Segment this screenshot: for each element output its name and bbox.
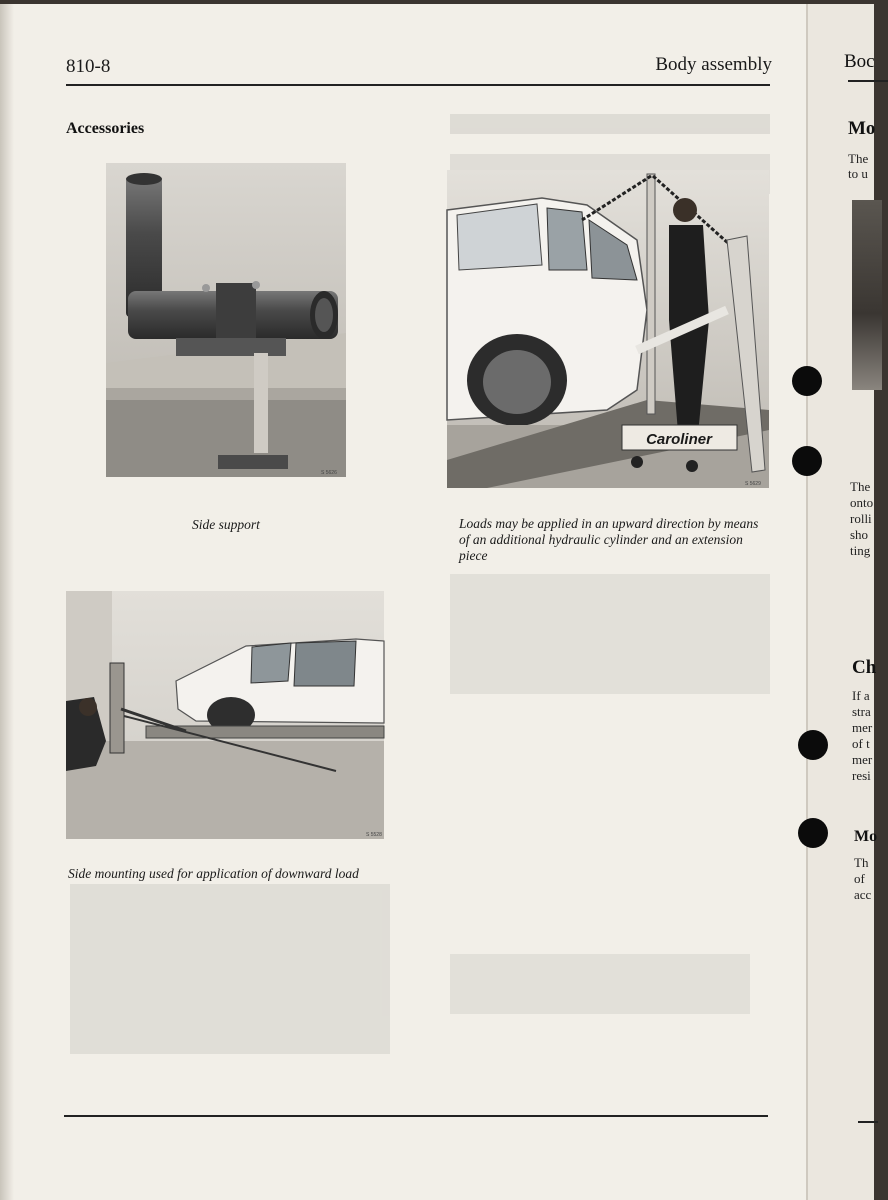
caroliner-label: Caroliner (646, 431, 712, 448)
facing-header-rule (848, 80, 888, 82)
facing-para2-line4: sho (850, 527, 869, 542)
facing-para3-line5: mer (852, 752, 873, 767)
upward-load-caption: Loads may be applied in an upward direction by means of an additional hydraulic cylinder and an extension piece (459, 516, 759, 563)
facing-para3-line2: stra (852, 704, 871, 719)
header-rule (66, 84, 770, 86)
section-title: Body assembly (655, 54, 772, 75)
punch-hole-2 (792, 446, 822, 476)
facing-para2-line5: ting (850, 543, 871, 558)
accessories-heading: Accessories (66, 120, 145, 137)
facing-para3-line3: mer (852, 720, 873, 735)
facing-para2-line1: The (850, 479, 871, 494)
facing-heading-3: Mo (854, 828, 878, 845)
facing-para1-line2: to u (848, 166, 868, 181)
facing-para1-line1: The (848, 151, 869, 166)
facing-header-fragment: Boc (844, 51, 875, 72)
page-number: 810-8 (66, 56, 111, 77)
facing-para2-line3: rolli (850, 511, 872, 526)
side-mounting-caption: Side mounting used for application of downward load (68, 866, 359, 881)
facing-page (806, 4, 878, 1200)
fig1-code: S 5626 (321, 470, 337, 476)
facing-para3-line6: resi (852, 768, 871, 783)
facing-heading-1: Mo (848, 118, 876, 139)
page-gutter-shadow (0, 4, 14, 1200)
facing-para3-line1: If a (852, 688, 870, 703)
facing-para4-line1: Th (854, 855, 869, 870)
punch-hole-4 (798, 818, 828, 848)
facing-heading-2: Ch (852, 657, 877, 678)
facing-para2-line2: onto (850, 495, 874, 510)
fig2-code: S 5629 (745, 481, 761, 487)
side-mounting-photo (66, 591, 384, 839)
facing-footer-rule (858, 1121, 878, 1123)
manual-page (0, 4, 810, 1200)
punch-hole-3 (798, 730, 828, 760)
facing-para4-line2: of (854, 871, 865, 886)
fig3-code: S 5528 (366, 832, 382, 838)
side-support-caption: Side support (192, 517, 260, 532)
footer-rule (64, 1115, 768, 1117)
punch-hole-1 (792, 366, 822, 396)
side-support-photo (106, 163, 346, 477)
facing-para3-line4: of t (852, 736, 870, 751)
facing-photo (852, 200, 882, 390)
facing-para4-line3: acc (854, 887, 872, 902)
upward-load-photo (447, 170, 769, 488)
